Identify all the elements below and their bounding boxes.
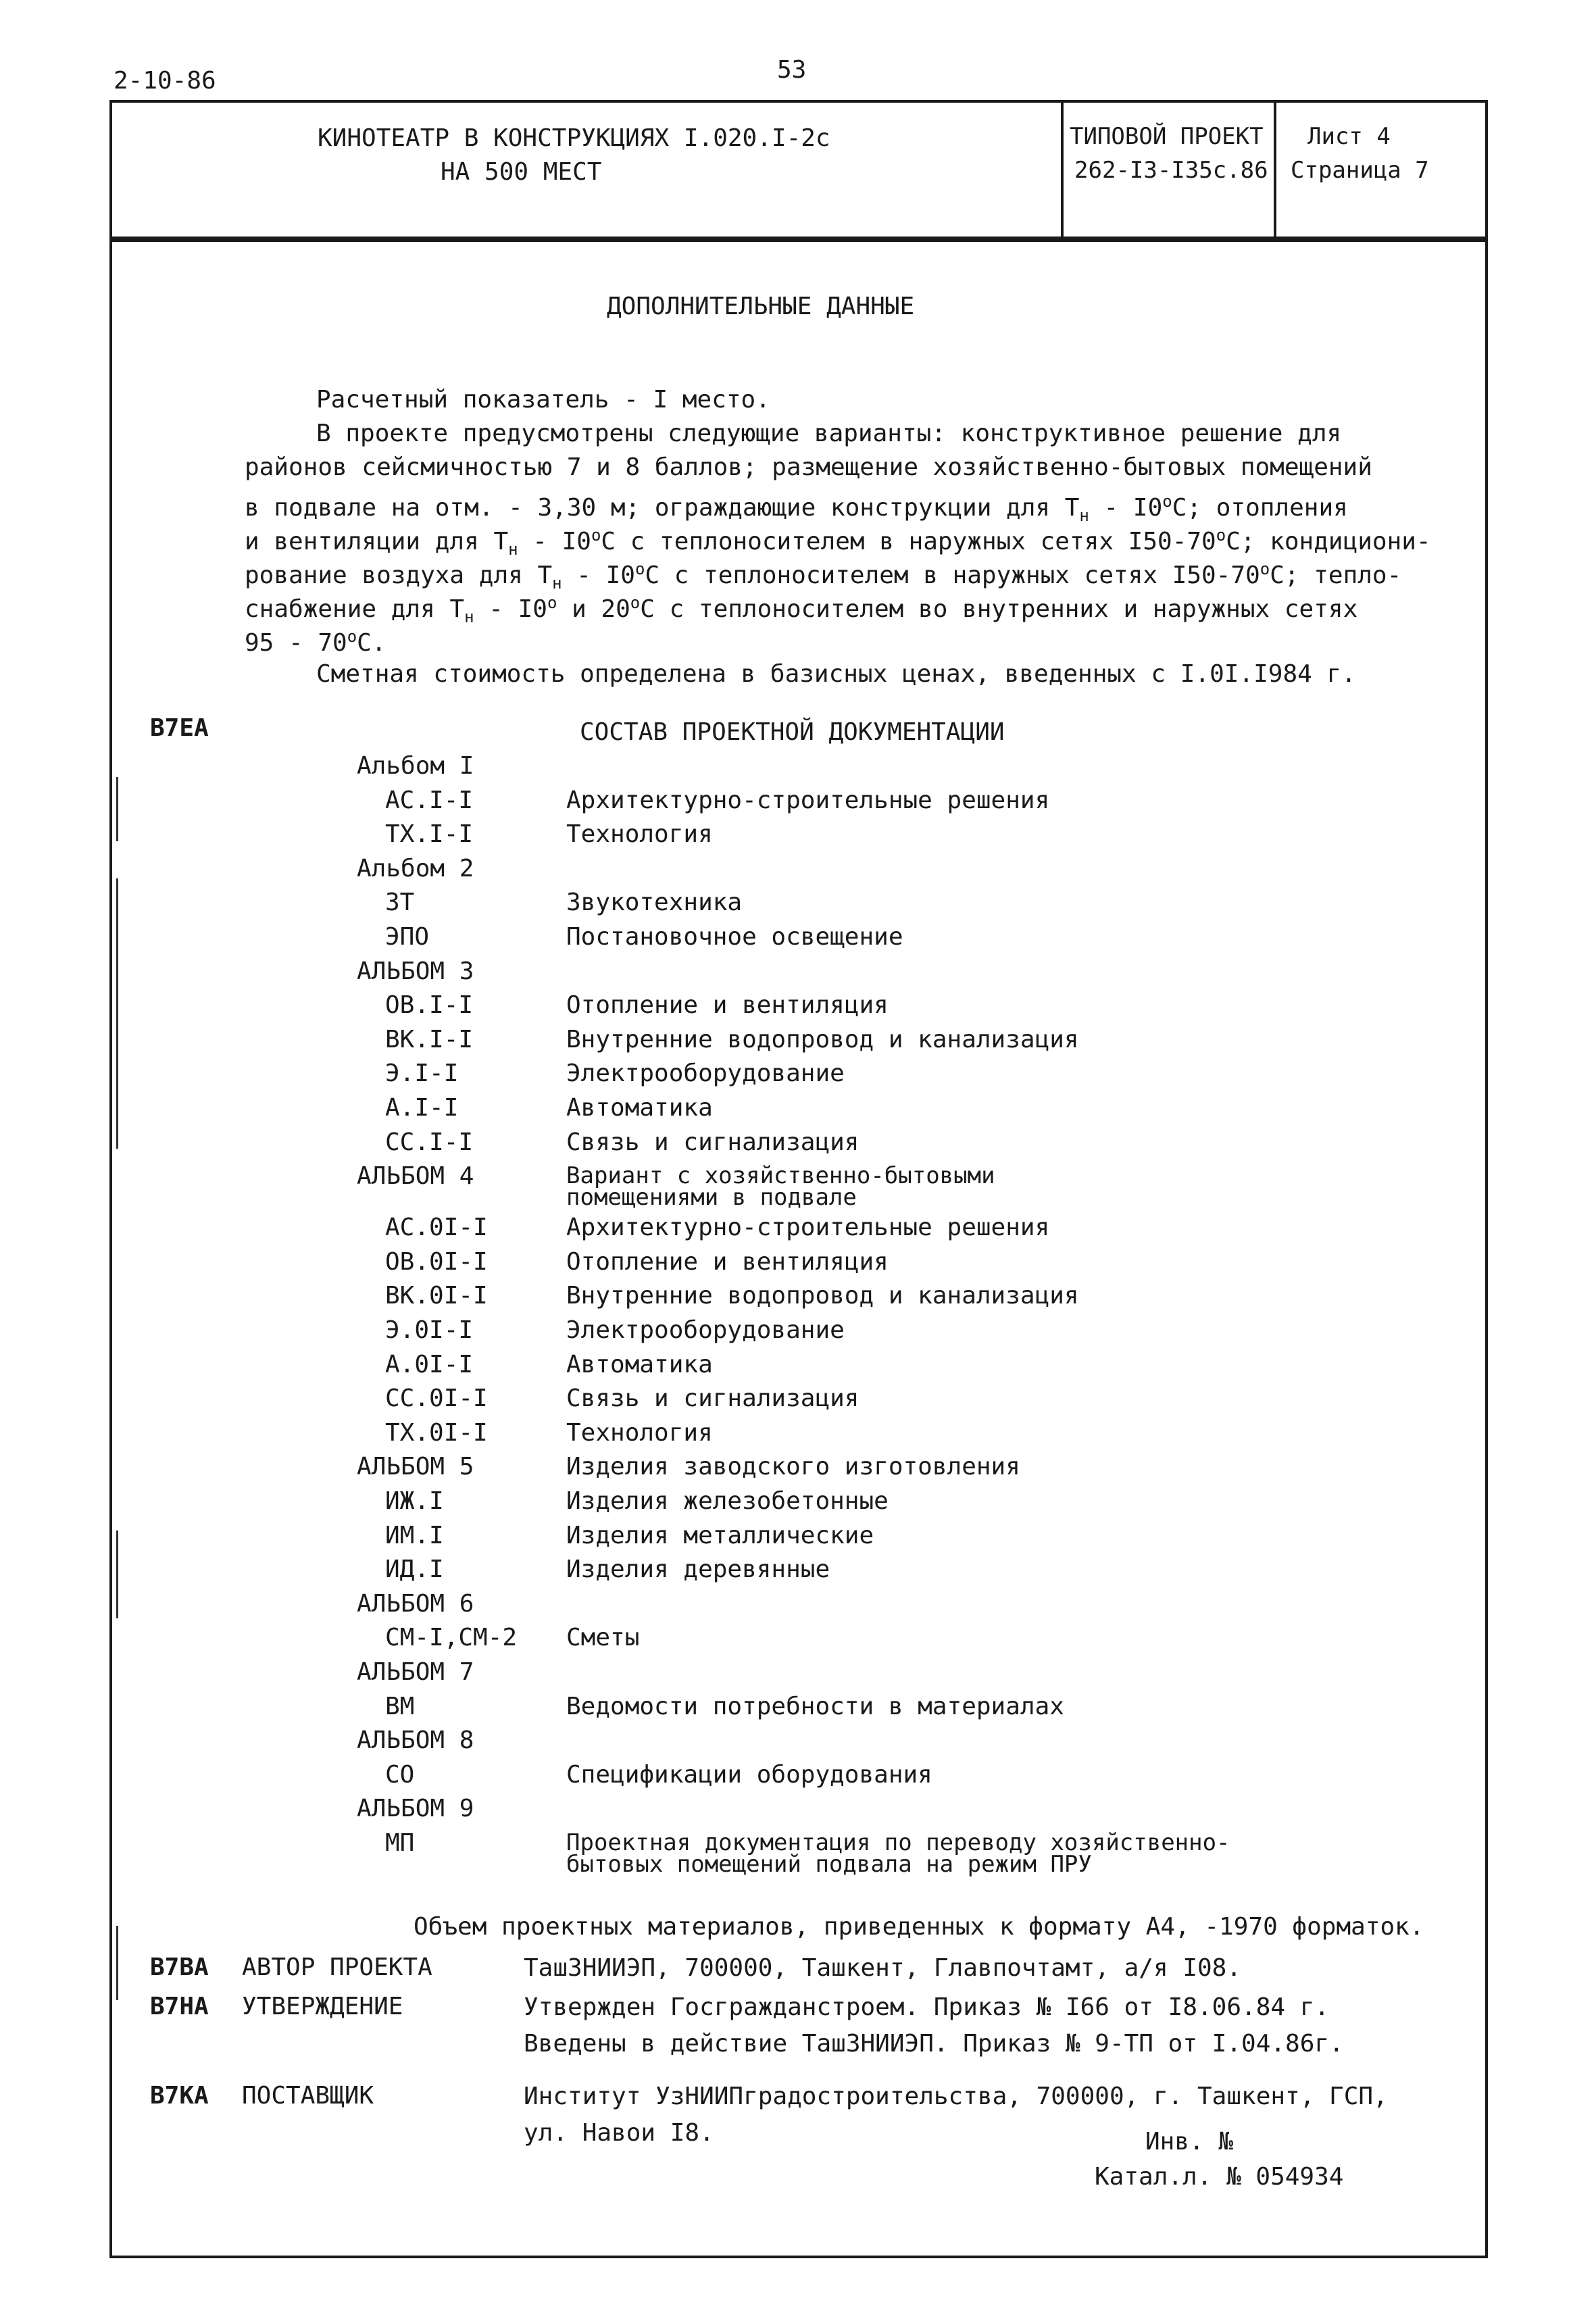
additional-line: $95 - 70^оС$. <box>245 627 386 657</box>
document-code: СС.0I-I <box>385 1385 488 1413</box>
document-code: ЗТ <box>385 889 415 917</box>
binding-mark <box>116 1926 118 2000</box>
album-label: АЛЬБОМ 6 <box>357 1589 474 1618</box>
additional-line: и вентиляции для $T_н - I0^оС$ с теплоносителем в наружных сетях $I50-70^оС$; кондициони- <box>245 526 1431 559</box>
album-label: АЛЬБОМ 8 <box>357 1726 474 1755</box>
author-title: АВТОР ПРОЕКТА <box>242 1953 432 1981</box>
additional-line: районов сейсмичностью 7 и 8 баллов; размещение хозяйственно-бытовых помещений <box>245 453 1372 481</box>
document-code: ИД.I <box>385 1555 444 1584</box>
album-label: Альбом I <box>357 752 474 780</box>
document-code: Э.0I-I <box>385 1316 474 1344</box>
album-label: АЛЬБОМ 9 <box>357 1795 474 1823</box>
supplier-line1: Институт УзНИИПградостроительства, 700000, г. Ташкент, ГСП, <box>524 2083 1388 2110</box>
document-description: Электрооборудование <box>566 1316 845 1344</box>
album-label: Альбом 2 <box>357 854 474 882</box>
inventory-number: Инв. № <box>1145 2128 1234 2156</box>
object-title-line1: КИНОТЕАТР В КОНСТРУКЦИЯХ I.020.I-2с <box>318 124 830 152</box>
document-description: Изделия деревянные <box>566 1555 830 1584</box>
additional-line: снабжение для $T_н - I0^о$ и $20^оС$ с теплоносителем во внутренних и наружных сетях <box>245 593 1358 627</box>
binding-mark <box>116 878 118 1149</box>
approval-code: В7НА <box>150 1993 209 2020</box>
author-text: ТашЗНИИЭП, 700000, Ташкент, Главпочтамт, а/я I08. <box>524 1954 1242 1982</box>
author-code: В7ВА <box>150 1953 209 1981</box>
supplier-code: В7КА <box>150 2082 209 2110</box>
project-number: 262-I3-I35с.86 <box>1074 157 1268 184</box>
object-title-line2: НА 500 МЕСТ <box>441 158 602 186</box>
additional-line: рование воздуха для $T_н - I0^оС$ с теплоносителем в наружных сетях $I50-70^оС$; тепло- <box>245 559 1402 593</box>
document-description: Отопление и вентиляция <box>566 991 889 1020</box>
document-code: АС.0I-I <box>385 1214 488 1242</box>
document-code: ВК.0I-I <box>385 1282 488 1310</box>
page-label: Страница 7 <box>1291 157 1429 184</box>
document-description: Технология <box>566 820 713 849</box>
document-code: МП <box>385 1829 415 1857</box>
additional-line: в подвале на отм. - 3,30 м; ограждающие конструкции для $T_н - I0^оС$; отопления <box>245 492 1348 526</box>
document-description: Внутренние водопровод и канализация <box>566 1282 1079 1310</box>
document-description-cont: бытовых помещений подвала на режим ПРУ <box>566 1851 1092 1878</box>
additional-line: Расчетный показатель - I место. <box>316 386 770 414</box>
document-code: ТХ.I-I <box>385 820 474 849</box>
document-code: Э.I-I <box>385 1060 459 1088</box>
supplier-title: ПОСТАВЩИК <box>242 2082 374 2110</box>
document-code: ОВ.I-I <box>385 991 474 1020</box>
document-code: АС.I-I <box>385 786 474 814</box>
document-code: СМ-I,СМ-2 <box>385 1624 518 1652</box>
header-frame <box>109 100 1488 242</box>
document-description: Отопление и вентиляция <box>566 1247 889 1276</box>
sheet-number: Лист 4 <box>1307 123 1391 150</box>
approval-line1: Утвержден Госгражданстроем. Приказ № I66 от I8.06.84 г. <box>524 1993 1330 2021</box>
document-description: Изделия железобетонные <box>566 1487 889 1515</box>
document-description-cont: помещениями в подвале <box>566 1184 857 1212</box>
album-label: АЛЬБОМ 3 <box>357 957 474 985</box>
document-description: Архитектурно-строительные решения <box>566 786 1050 814</box>
binding-mark <box>116 1530 118 1618</box>
page-number: 53 <box>777 56 807 84</box>
document-code: СС.I-I <box>385 1128 474 1156</box>
document-description: Связь и сигнализация <box>566 1385 859 1413</box>
document-description: Электрооборудование <box>566 1060 845 1088</box>
document-description: Архитектурно-строительные решения <box>566 1214 1050 1242</box>
document-code: А.0I-I <box>385 1350 474 1378</box>
header-divider-1 <box>1061 100 1064 242</box>
album-label: АЛЬБОМ 4 <box>357 1162 474 1191</box>
binding-mark <box>116 777 118 841</box>
document-description: Спецификации оборудования <box>566 1760 932 1789</box>
album-label: АЛЬБОМ 7 <box>357 1658 474 1686</box>
document-code: ВК.I-I <box>385 1025 474 1053</box>
document-description: Звукотехника <box>566 889 743 917</box>
album-label: АЛЬБОМ 5 <box>357 1453 474 1481</box>
document-code: ОВ.0I-I <box>385 1247 488 1276</box>
document-description: Проектная документация по переводу хозяйственно- <box>566 1829 1230 1856</box>
document-description: Сметы <box>566 1624 640 1652</box>
composition-code: В7ЕА <box>150 714 209 742</box>
document-description: Технология <box>566 1418 713 1447</box>
additional-line: В проекте предусмотрены следующие варианты: конструктивное решение для <box>316 420 1342 447</box>
document-description: Постановочное освещение <box>566 923 903 951</box>
volume-note: Объем проектных материалов, приведенных к формату А4, -1970 форматок. <box>414 1913 1424 1941</box>
document-code: ТХ.0I-I <box>385 1418 488 1447</box>
document-description: Изделия заводского изготовления <box>566 1453 1020 1481</box>
header-divider-2 <box>1274 100 1276 242</box>
document-description: Изделия металлические <box>566 1521 874 1549</box>
supplier-line2: ул. Навои I8. <box>524 2119 714 2147</box>
approval-line2: Введены в действие ТашЗНИИЭП. Приказ № 9-ТП от I.04.86г. <box>524 2030 1344 2058</box>
date-stamp: 2-10-86 <box>114 67 216 95</box>
approval-title: УТВЕРЖДЕНИЕ <box>242 1993 403 2020</box>
document-description: Автоматика <box>566 1094 713 1122</box>
catalog-number: Катал.л. № 054934 <box>1095 2163 1344 2191</box>
document-code: ЭПО <box>385 923 430 951</box>
document-code: ВМ <box>385 1692 415 1720</box>
document-code: А.I-I <box>385 1094 459 1122</box>
project-label: ТИПОВОЙ ПРОЕКТ <box>1070 123 1264 150</box>
document-code: СО <box>385 1760 415 1789</box>
document-description: Ведомости потребности в материалах <box>566 1692 1064 1720</box>
section-title: ДОПОЛНИТЕЛЬНЫЕ ДАННЫЕ <box>607 293 915 320</box>
composition-title: СОСТАВ ПРОЕКТНОЙ ДОКУМЕНТАЦИИ <box>580 718 1005 746</box>
document-description: Вариант с хозяйственно-бытовыми <box>566 1162 995 1190</box>
document-code: ИЖ.I <box>385 1487 444 1515</box>
additional-line: Сметная стоимость определена в базисных ценах, введенных с I.0I.I984 г. <box>316 660 1356 688</box>
document-description: Связь и сигнализация <box>566 1128 859 1156</box>
document-description: Внутренние водопровод и канализация <box>566 1025 1079 1053</box>
document-code: ИМ.I <box>385 1521 444 1549</box>
document-description: Автоматика <box>566 1350 713 1378</box>
